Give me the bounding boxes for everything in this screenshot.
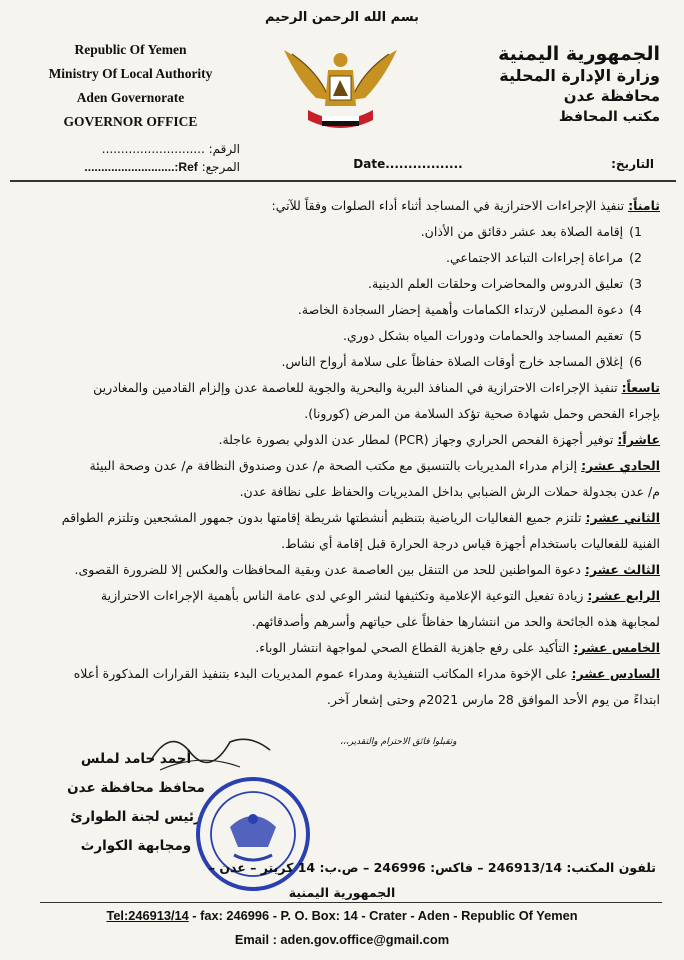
section-8: ثامناً: تنفيذ الإجراءات الاحترازية في المساجد أثناء أداء الصلوات وفقاً للآتي: [271,198,660,213]
section-16-cont: ابتداءً من يوم الأحد الموافق 28 مارس 2021م وحتى إشعار آخر. [326,692,660,707]
governorate-name-en: Aden Governorate [76,90,185,105]
section-11: الحادي عشر: إلزام مدراء المديريات بالتنسيق مع مكتب الصحة م/ عدن وصندوق النظافة م/ عدن وصحة البيئة [89,458,660,473]
ref-label-ar: المرجع: [201,160,240,174]
section-13: الثالث عشر: دعوة المواطنين للحد من التنقل بين العاصمة عدن وبقية المحافظات والعكس إلا للضرورة القصوى. [74,562,660,577]
country-name-ar: الجمهورية اليمنية [498,43,660,65]
section-12-cont: الفنية للفعاليات باستخدام أجهزة قياس درجة الحرارة قبل إقامة أي نشاط. [281,536,660,551]
closing-greeting: وتقبلوا فائق الاحترام والتقدير،،، [340,737,457,747]
section-9: تاسعاً: تنفيذ الإجراءات الاحترازية في المنافذ البرية والبحرية والجوية للعاصمة عدن وإلزام القادمين والمغادرين [93,380,660,395]
footer-arabic-contact: تلفون المكتب: 246913/14 – فاكس: 246996 – ص.ب: 14 كريتر – عدن – [208,860,656,875]
section-16: السادس عشر: على الإخوة مدراء المكاتب التنفيذية ومدراء عموم المديريات البدء بتنفيذ القرارات المذكورة أعلاه [73,666,660,681]
header-divider [10,180,676,182]
number-label: الرقم: [208,142,240,156]
footer-arabic-country: الجمهورية اليمنية [288,885,396,900]
english-letterhead [28,38,233,134]
number-dots: ........................... [101,142,205,156]
section-10: عاشراً: توفير أجهزة الفحص الحراري وجهاز (PCR) لمطار عدن الدولي بصورة عاجلة. [218,432,660,447]
signatory-title-1: محافظ محافظة عدن [67,780,205,796]
footer-email: Email : aden.gov.office@gmail.com [234,932,450,947]
list-item: 2)مراعاة إجراءات التباعد الاجتماعي. [446,250,642,265]
list-item: 5)تعقيم المساجد والحمامات ودورات المياه بشكل دوري. [342,328,642,343]
office-name-ar: مكتب المحافظ [558,109,660,125]
date-label-ar: التاريخ: [611,157,654,171]
section-9-cont: بإجراء الفحص وحمل شهادة صحية تؤكد السلامة من المرض (كورونا). [304,406,660,421]
signatory-title-2: رئيس لجنة الطوارئ [70,809,202,825]
section-15: الخامس عشر: التأكيد على رفع جاهزية القطاع الصحي لمواجهة انتشار الوباء. [255,640,660,655]
section-14-cont: لمجابهة هذه الجائحة والحد من انتشارها حفاظاً على حياتهم وأسرهم وأصدقائهم. [251,614,660,629]
official-stamp-icon [194,775,312,893]
country-name-en: Republic Of Yemen [74,42,187,57]
arabic-letterhead [440,44,660,128]
office-name-en: GOVERNOR OFFICE [63,114,198,129]
date-label-en: Date................. [353,157,463,171]
yemen-eagle-emblem-icon [278,40,403,145]
footer-english-contact [0,908,684,923]
basmala: بسم الله الرحمن الرحيم [265,10,419,25]
signatory-name: أحمد حامد لملس [80,751,192,767]
ref-label-en: Ref:........................... [84,160,198,174]
list-item: 3)تعليق الدروس والمحاضرات وحلقات العلم الدينية. [367,276,642,291]
letter-body [26,193,660,713]
governorate-name-ar: محافظة عدن [563,87,660,105]
footer-tel: Tel:246913/14 [106,908,189,923]
section-14: الرابع عشر: زيادة تفعيل التوعية الإعلامية وتكثيفها لنشر الوعي لدى عامة الناس بأهمية الإجراءات الاحترازية [100,588,660,603]
footer-contact-details: - fax: 246996 - P. O. Box: 14 - Crater - Aden - Republic Of Yemen [188,908,578,923]
list-item: 4)دعوة المصلين لارتداء الكمامات وأهمية إحضار السجادة الخاصة. [297,302,642,317]
signatory-title-3: ومجابهة الكوارث [80,838,192,854]
footer-divider [40,902,662,903]
section-11-cont: م/ عدن بجدولة حملات الرش الضبابي بداخل المديريات والحفاظ على نظافة عدن. [239,484,660,499]
reference-box [40,140,240,176]
ministry-name-ar: وزارة الإدارة المحلية [499,66,660,85]
list-item: 1)إقامة الصلاة بعد عشر دقائق من الأذان. [420,224,642,239]
list-item: 6)إغلاق المساجد خارج أوقات الصلاة حفاظاً على سلامة أرواح الناس. [281,354,642,369]
ministry-name-en: Ministry Of Local Authority [48,66,213,81]
date-box [353,157,654,171]
section-8-subitems [26,219,660,375]
section-12: الثاني عشر: تلتزم جميع الفعاليات الرياضية بتنظيم أنشطتها شريطة إقامتها بدون جمهور المشجعين وتلتزم الطواقم [61,510,660,525]
